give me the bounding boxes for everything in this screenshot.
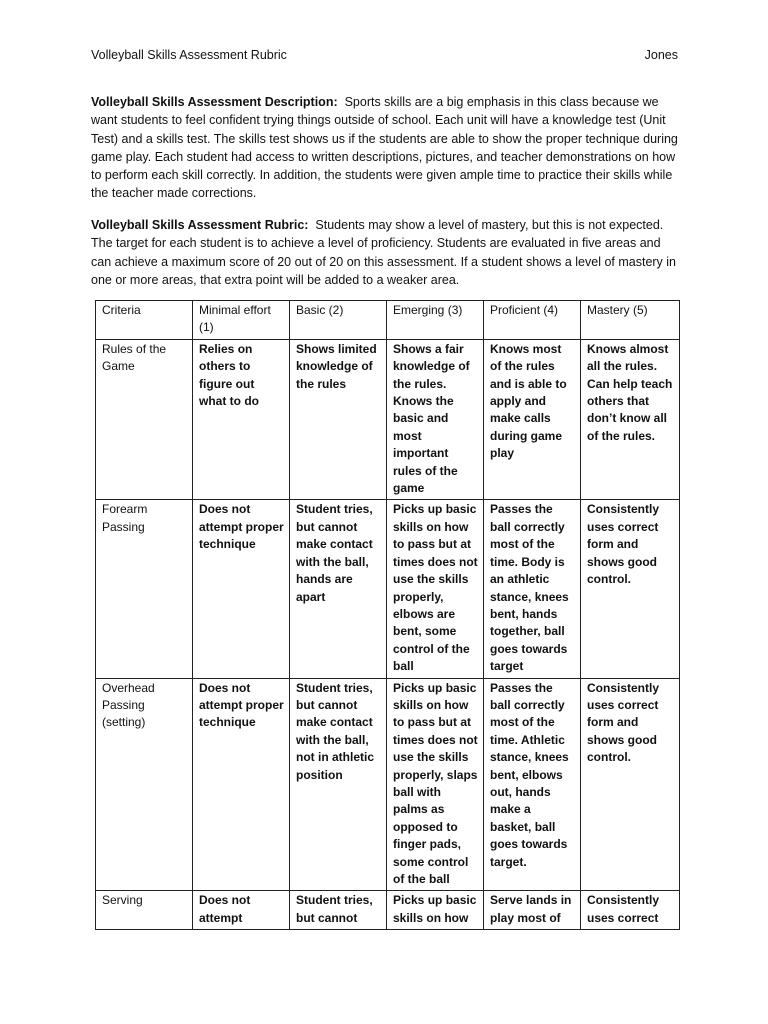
header-author: Jones (644, 48, 678, 62)
table-cell: Consistently uses correct (581, 891, 680, 930)
table-cell: Serve lands in play most of (484, 891, 581, 930)
column-header: Criteria (96, 301, 193, 340)
table-cell: Passes the ball correctly most of the time. Athletic stance, knees bent, elbows out, hands make a basket, ball goes towards target. (484, 678, 581, 891)
criteria-cell: Forearm Passing (96, 500, 193, 678)
table-cell: Knows almost all the rules. Can help teach others that don’t know all of the rules. (581, 339, 680, 500)
column-header: Proficient (4) (484, 301, 581, 340)
column-header: Minimal effort (1) (193, 301, 290, 340)
table-cell: Passes the ball correctly most of the time. Body is an athletic stance, knees bent, hands together, ball goes towards target (484, 500, 581, 678)
rubric-intro-text: Students may show a level of mastery, but this is not expected. The target for each student is to achieve a level of proficiency. Students are evaluated in five areas and can achieve a maximum score of 20 out of 20 on this assessment. If a student shows a level of mastery in one or more areas, that extra point will be added to a weaker area. (91, 218, 677, 287)
rubric-table (95, 300, 680, 930)
table-cell: Consistently uses correct form and shows good control. (581, 678, 680, 891)
table-cell: Consistently uses correct form and shows good control. (581, 500, 680, 678)
table-cell: Knows most of the rules and is able to apply and make calls during game play (484, 339, 581, 500)
rubric-intro-paragraph (91, 216, 681, 289)
column-header: Emerging (3) (387, 301, 484, 340)
table-cell: Relies on others to figure out what to do (193, 339, 290, 500)
table-row (96, 891, 680, 930)
criteria-cell: Rules of the Game (96, 339, 193, 500)
description-heading: Volleyball Skills Assessment Description: (91, 95, 338, 109)
page-header (91, 47, 678, 63)
column-header: Basic (2) (290, 301, 387, 340)
table-header-row (96, 301, 680, 340)
table-cell: Student tries, but cannot (290, 891, 387, 930)
criteria-cell: Overhead Passing (setting) (96, 678, 193, 891)
column-header: Mastery (5) (581, 301, 680, 340)
table-cell: Student tries, but cannot make contact with the ball, hands are apart (290, 500, 387, 678)
table-cell: Picks up basic skills on how to pass but at times does not use the skills properly, elbows are bent, some control of the ball (387, 500, 484, 678)
table-row (96, 500, 680, 678)
table-cell: Shows limited knowledge of the rules (290, 339, 387, 500)
table-cell: Picks up basic skills on how to pass but at times does not use the skills properly, slaps ball with palms as opposed to finger pads, some control of the ball (387, 678, 484, 891)
header-title: Volleyball Skills Assessment Rubric (91, 48, 287, 62)
table-cell: Does not attempt proper technique (193, 500, 290, 678)
table-row (96, 339, 680, 500)
table-row (96, 678, 680, 891)
table-cell: Shows a fair knowledge of the rules. Knows the basic and most important rules of the game (387, 339, 484, 500)
rubric-intro-heading: Volleyball Skills Assessment Rubric: (91, 218, 309, 232)
table-cell: Does not attempt proper technique (193, 678, 290, 891)
description-text: Sports skills are a big emphasis in this class because we want students to feel confident trying things outside of school. Each unit will have a knowledge test (Unit Test) and a skills test. The skills test shows us if the students are able to show the proper technique during game play. Each student had access to written descriptions, pictures, and teacher demonstrations on how to perform each skill correctly. In addition, the students were given ample time to practice their skills while the teacher made corrections. (91, 95, 678, 201)
description-paragraph (91, 93, 681, 203)
table-cell: Picks up basic skills on how (387, 891, 484, 930)
table-cell: Does not attempt (193, 891, 290, 930)
criteria-cell: Serving (96, 891, 193, 930)
table-cell: Student tries, but cannot make contact with the ball, not in athletic position (290, 678, 387, 891)
